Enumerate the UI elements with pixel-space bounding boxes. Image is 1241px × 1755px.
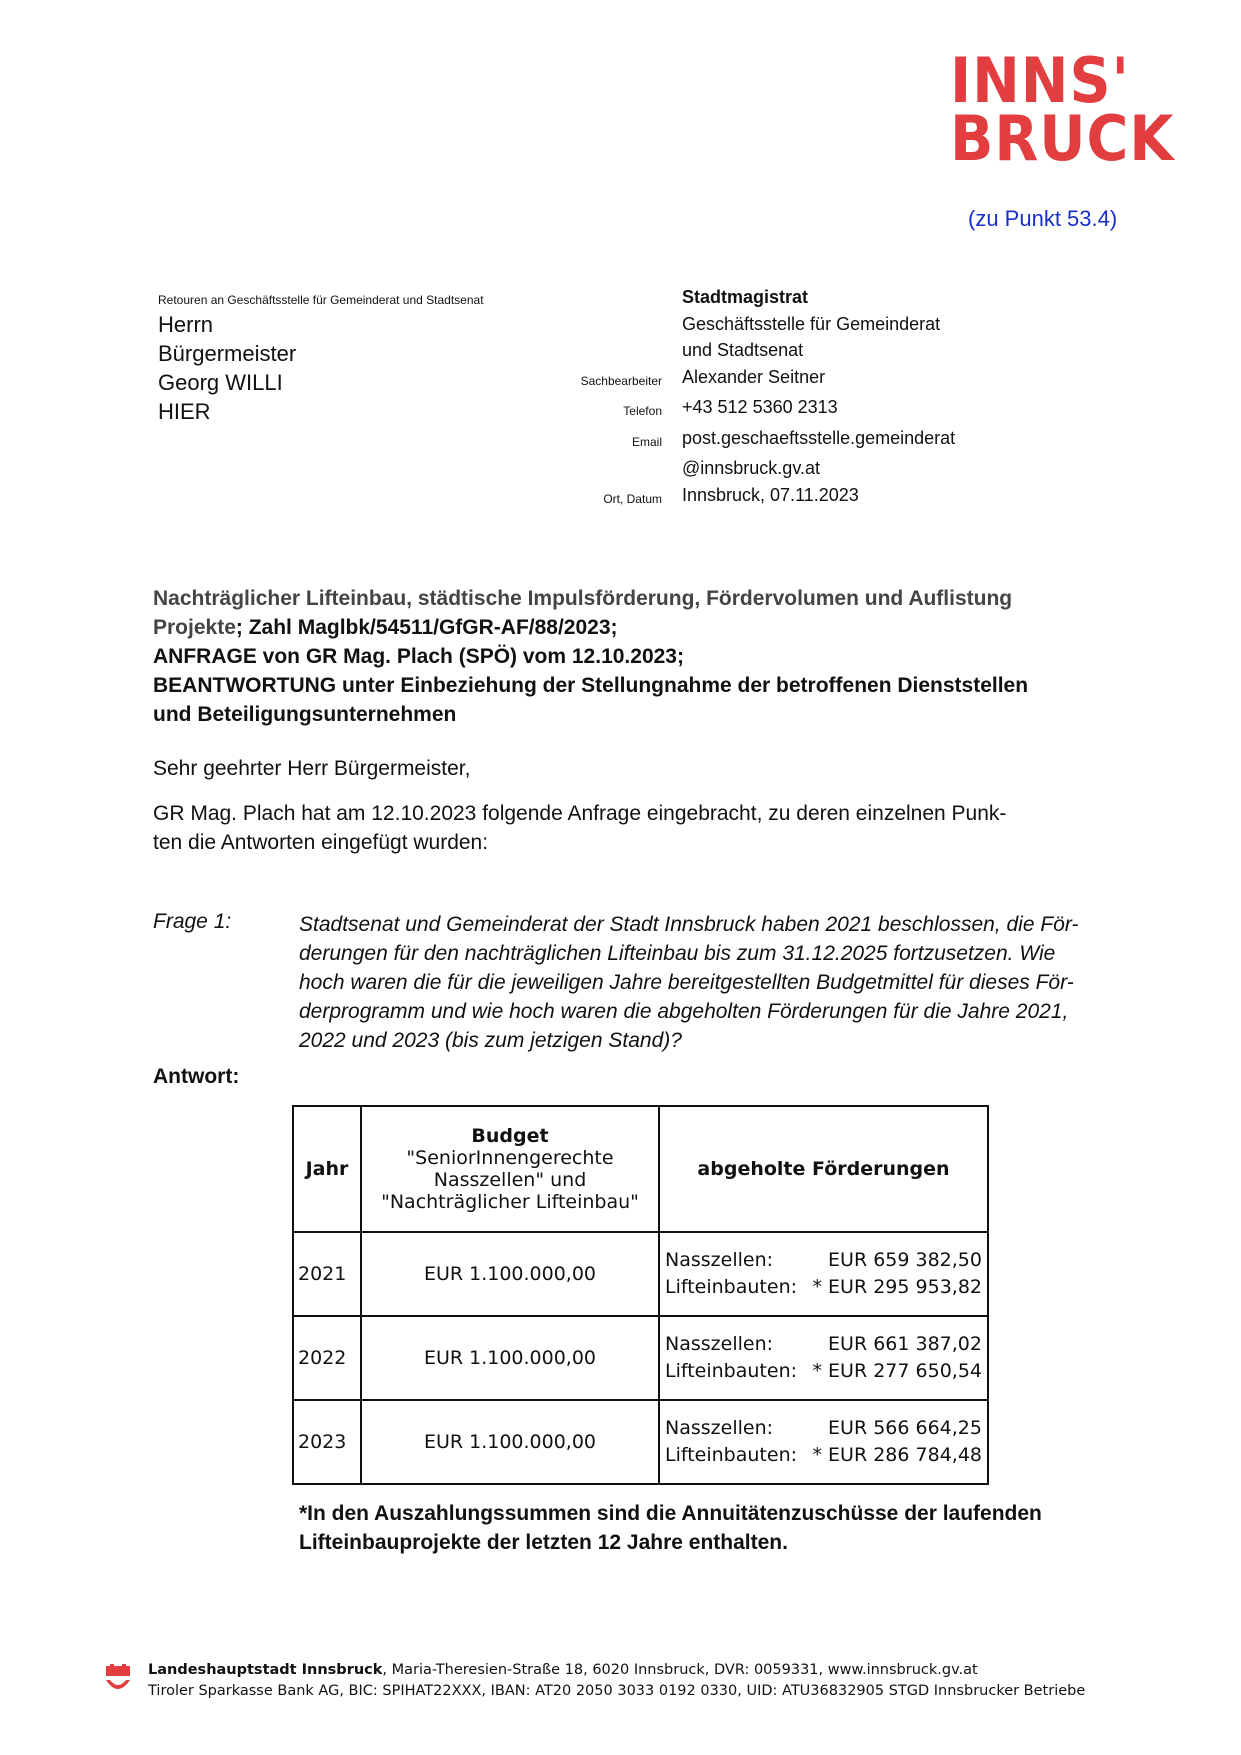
funding-label: Lifteinbauten: [665,1360,798,1382]
footer-line [148,1660,1085,1681]
city-emblem-icon [104,1664,132,1698]
table-row [293,1316,988,1400]
funding-value: * EUR 295 953,82 [812,1276,982,1298]
header-budget-line: "SeniorInnengerechte [406,1147,614,1169]
date-value: Innsbruck, 07.11.2023 [682,484,859,505]
subject-line: BEANTWORTUNG unter Einbeziehung der Stellungnahme der betroffenen Dienststellen [153,674,1029,697]
cell-year: 2021 [293,1232,361,1316]
answer-label: Antwort: [153,1065,240,1088]
cell-funding [659,1400,988,1484]
intro-paragraph [153,799,1123,857]
subject-line: und Beteiligungsunternehmen [153,703,457,726]
header-year: Jahr [293,1106,361,1232]
footer-org-address: , Maria-Theresien-Straße 18, 6020 Innsbruck, DVR: 0059331, www.innsbruck.gv.at [382,1662,978,1678]
sender-dept: und Stadtsenat [682,340,804,360]
funding-label: Lifteinbauten: [665,1444,798,1466]
header-budget-line: "Nachträglicher Lifteinbau" [381,1191,639,1213]
logo-line-1: INNS' [950,44,1130,117]
return-address: Retouren an Geschäftsstelle für Gemeinderat und Stadtsenat [158,293,484,307]
cell-budget: EUR 1.100.000,00 [361,1400,659,1484]
funding-value: EUR 659 382,50 [828,1249,982,1271]
funding-value: * EUR 286 784,48 [812,1444,982,1466]
question-line: 2022 und 2023 (bis zum jetzigen Stand)? [299,1029,682,1052]
email-value-cont: @innsbruck.gv.at [682,458,820,478]
subject-line: ANFRAGE von GR Mag. Plach (SPÖ) vom 12.10.2023; [153,645,684,668]
sender-block [540,284,1020,512]
subject-line: Nachträglicher Lifteinbau, städtische Impulsförderung, Fördervolumen und Auflistung [153,587,1013,610]
logo-line-2: BRUCK [950,102,1175,175]
recipient-line: Georg WILLI [158,370,283,395]
footnote-line: Lifteinbauprojekte der letzten 12 Jahre enthalten. [299,1531,788,1554]
cell-funding [659,1316,988,1400]
email-value: post.geschaeftsstelle.gemeinderat [682,427,956,448]
cell-year: 2022 [293,1316,361,1400]
footer-org-name: Landeshauptstadt Innsbruck [148,1662,383,1678]
question-line: hoch waren die für die jeweiligen Jahre bereitgestellten Budgetmittel für dieses För- [299,971,1074,994]
question-line: derprogramm und wie hoch waren die abgeholten Förderungen für die Jahre 2021, [299,1000,1069,1023]
cell-budget: EUR 1.100.000,00 [361,1232,659,1316]
subject-line [153,613,1133,642]
sender-org: Stadtmagistrat [682,287,809,307]
table-row [293,1232,988,1316]
funding-label: Nasszellen: [665,1333,774,1355]
sender-dept: Geschäftsstelle für Gemeinderat [682,313,941,334]
question-text [299,910,1131,1055]
question-label: Frage 1: [153,910,232,933]
funding-value: * EUR 277 650,54 [812,1360,982,1382]
greeting: Sehr geehrter Herr Bürgermeister, [153,757,471,780]
header-budget-line: Nasszellen" und [433,1169,587,1191]
header-budget [361,1106,659,1232]
sachbearbeiter-label: Sachbearbeiter [580,373,662,388]
funding-value: EUR 566 664,25 [828,1417,982,1439]
intro-line: GR Mag. Plach hat am 12.10.2023 folgende Anfrage eingebracht, zu deren einzelnen Punk- [153,802,1007,825]
cell-year: 2023 [293,1400,361,1484]
date-label: Ort, Datum [603,491,662,506]
recipient-line: Herrn [158,312,214,337]
page-footer [148,1660,1085,1702]
question-line: Stadtsenat und Gemeinderat der Stadt Innsbruck haben 2021 beschlossen, die För- [299,913,1079,936]
email-label: Email [631,434,662,449]
subject-fragment: ; Zahl Maglbk/54511/GfGR-AF/88/2023; [235,616,618,639]
innsbruck-logo [950,44,1190,175]
telefon-label: Telefon [623,404,662,418]
recipient-block [158,310,296,426]
telefon-value: +43 512 5360 2313 [682,397,838,417]
table-header-row [293,1106,988,1232]
table-footnote [299,1499,1131,1557]
subject-fragment: Projekte [153,616,236,639]
recipient-line: HIER [158,399,211,424]
funding-label: Lifteinbauten: [665,1276,798,1298]
cell-budget: EUR 1.100.000,00 [361,1316,659,1400]
footnote-line: *In den Auszahlungssummen sind die Annuitätenzuschüsse der laufenden [299,1502,1042,1525]
subject-block [153,584,1133,729]
table-row [293,1400,988,1484]
intro-line: ten die Antworten eingefügt wurden: [153,831,489,854]
question-line: derungen für den nachträglichen Lifteinbau bis zum 31.12.2025 fortzusetzen. Wie [299,942,1056,965]
funding-label: Nasszellen: [665,1249,774,1271]
cell-funding [659,1232,988,1316]
header-funding: abgeholte Förderungen [659,1106,988,1232]
funding-label: Nasszellen: [665,1417,774,1439]
funding-value: EUR 661 387,02 [828,1333,982,1355]
recipient-line: Bürgermeister [158,341,297,366]
footer-bank: Tiroler Sparkasse Bank AG, BIC: SPIHAT22XXX, IBAN: AT20 2050 3033 0192 0330, UID: ATU36832905 STGD Innsbrucker Betriebe [148,1683,1086,1699]
sachbearbeiter-value: Alexander Seitner [682,366,826,387]
funding-table [292,1105,989,1485]
header-budget-title: Budget [471,1125,549,1147]
agenda-point-reference: (zu Punkt 53.4) [968,206,1118,231]
